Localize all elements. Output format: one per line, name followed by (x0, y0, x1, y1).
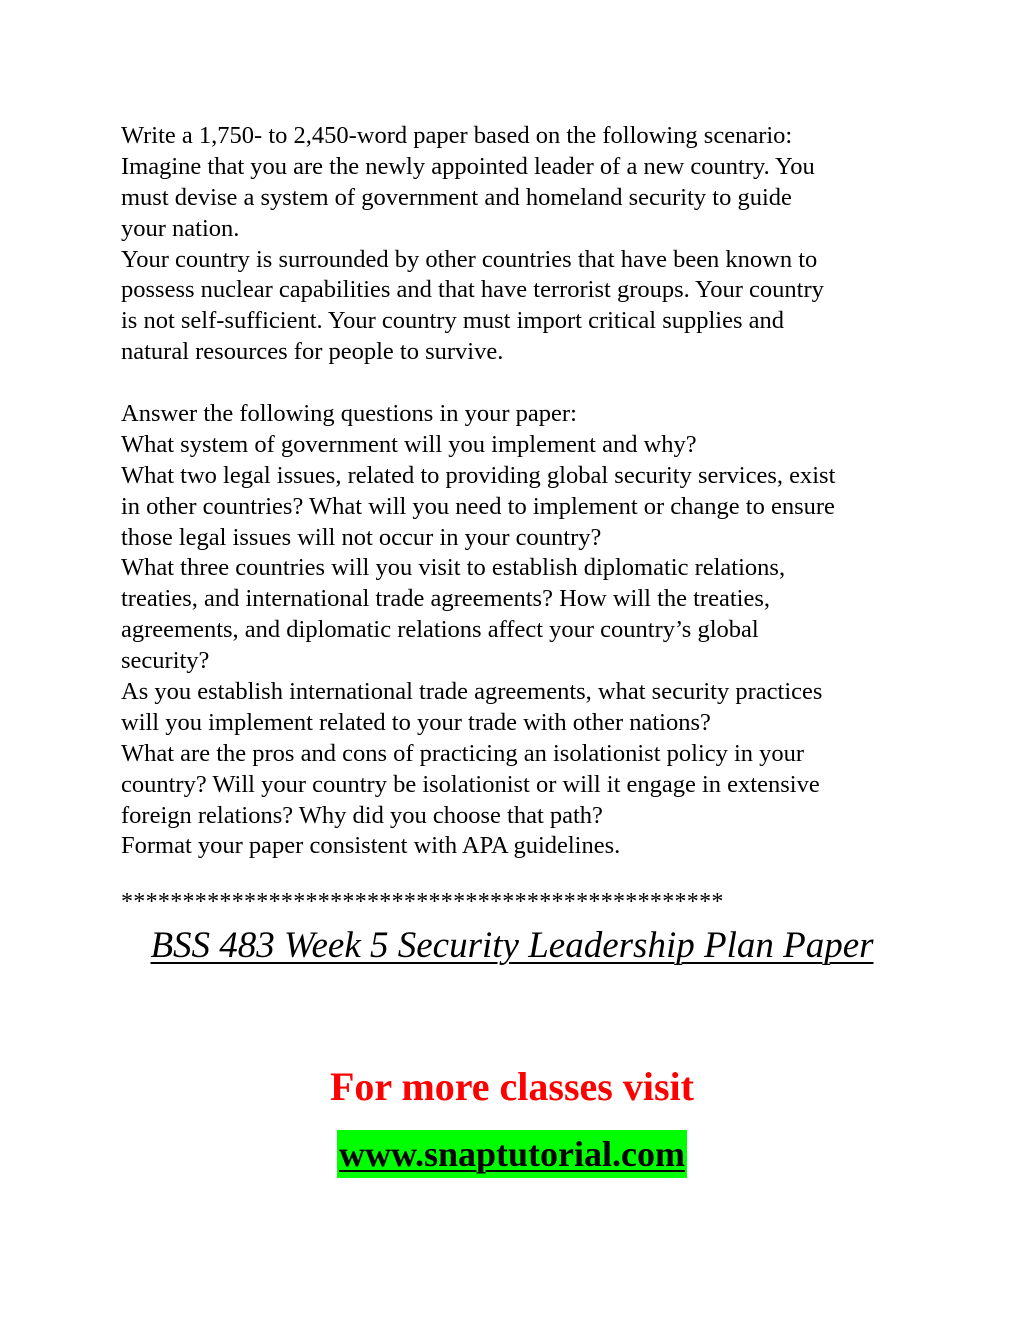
text-line: As you establish international trade agreements, what security practices (121, 678, 823, 706)
text-line: Your country is surrounded by other countries that have been known to (121, 245, 818, 273)
asterisk-separator: ************************************************* (121, 889, 724, 915)
website-container (0, 1130, 1024, 1178)
paragraph-questions (121, 399, 921, 862)
text-line: treaties, and international trade agreements? How will the treaties, (121, 585, 770, 613)
website-link[interactable]: www.snaptutorial.com (337, 1130, 687, 1178)
text-line: Answer the following questions in your paper: (121, 400, 577, 428)
text-line: What three countries will you visit to establish diplomatic relations, (121, 554, 786, 582)
text-line: will you implement related to your trade with other nations? (121, 708, 711, 736)
text-line: natural resources for people to survive. (121, 338, 504, 366)
assignment-text (121, 121, 921, 862)
promo-heading: For more classes visit (329, 1064, 694, 1109)
text-line: What system of government will you implement and why? (121, 430, 697, 458)
text-line: is not self-sufficient. Your country must import critical supplies and (121, 307, 785, 335)
paragraph-spacer (121, 368, 921, 399)
text-line: your nation. (121, 214, 240, 242)
text-line: agreements, and diplomatic relations affect your country’s global (121, 616, 759, 644)
text-line: What two legal issues, related to providing global security services, exist (121, 461, 836, 489)
paper-title: BSS 483 Week 5 Security Leadership Plan Paper (150, 925, 874, 966)
text-line: country? Will your country be isolationist or will it engage in extensive (121, 770, 820, 798)
text-line: foreign relations? Why did you choose that path? (121, 801, 603, 829)
text-line: those legal issues will not occur in your country? (121, 523, 602, 551)
text-line: Imagine that you are the newly appointed leader of a new country. You (121, 152, 815, 180)
text-line: Write a 1,750- to 2,450-word paper based on the following scenario: (121, 122, 793, 149)
text-line: What are the pros and cons of practicing an isolationist policy in your (121, 739, 805, 767)
text-line: possess nuclear capabilities and that have terrorist groups. Your country (121, 276, 824, 304)
text-line: security? (121, 647, 210, 675)
text-line: must devise a system of government and homeland security to guide (121, 183, 792, 211)
text-line: in other countries? What will you need to implement or change to ensure (121, 492, 835, 520)
paragraph-scenario (121, 121, 921, 368)
text-line: Format your paper consistent with APA guidelines. (121, 832, 621, 860)
